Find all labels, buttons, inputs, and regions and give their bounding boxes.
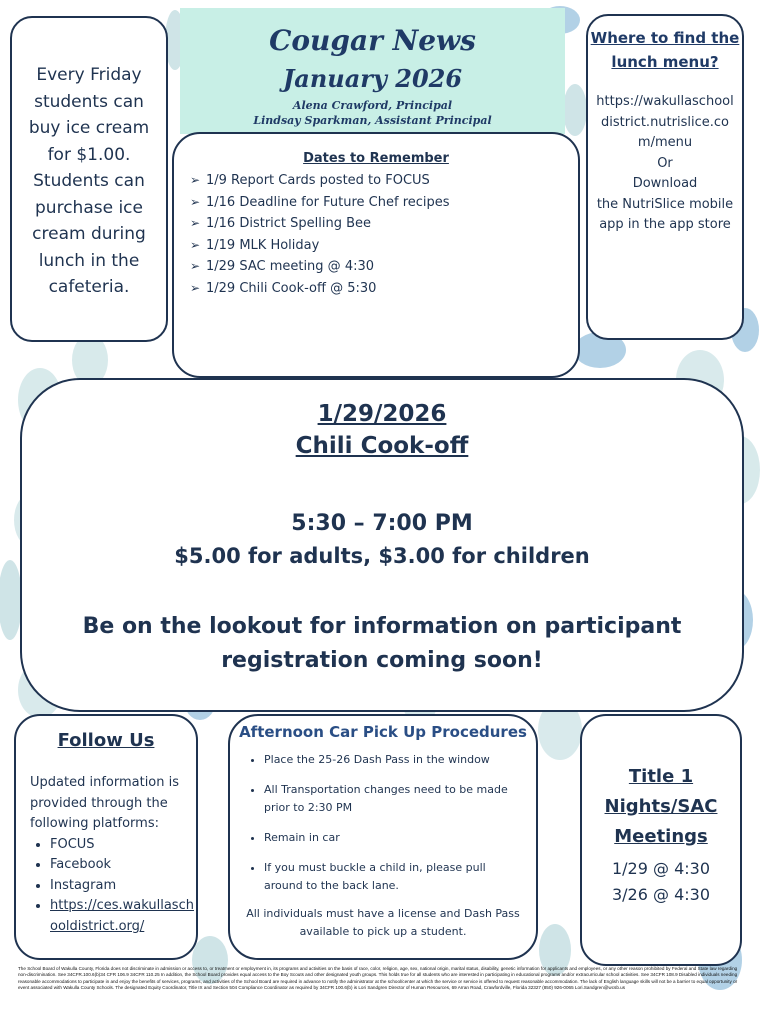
lunch-menu-heading [588, 26, 742, 74]
car-pickup-footer: All individuals must have a license and Dash Pass available to pick up a student. [246, 907, 520, 938]
date-item-text: 1/29 SAC meeting @ 4:30 [206, 259, 375, 274]
lunch-menu-or: Or [657, 155, 673, 171]
follow-text: Updated information is provided through the following platforms: [30, 775, 180, 831]
list-item [190, 192, 578, 214]
event-name: Chili Cook-off [295, 433, 469, 459]
chili-cookoff-box [20, 378, 744, 712]
ice-cream-text: Every Friday students can buy ice cream for $1.00. Students can purchase ice cream during lunch in the cafeteria. [28, 65, 150, 297]
arrow-bullet-icon: ➢ [190, 259, 201, 273]
event-date: 1/29/2026 [317, 401, 447, 427]
newsletter-date: January 2026 [282, 64, 463, 93]
list-item: • Place the 25-26 Dash Pass in the window [264, 751, 522, 769]
title1-box [580, 714, 742, 966]
car-pickup-box [228, 714, 538, 960]
title1-date: 1/29 @ 4:30 [611, 859, 711, 878]
list-item [190, 235, 578, 257]
event-time: 5:30 – 7:00 PM [291, 511, 473, 536]
follow-heading: Follow Us [57, 730, 155, 751]
title1-date: 3/26 @ 4:30 [611, 885, 711, 904]
arrow-bullet-icon: ➢ [190, 216, 201, 230]
lunch-menu-body [588, 92, 742, 236]
newsletter-title: Cougar News [269, 24, 476, 57]
date-item-text: 1/9 Report Cards posted to FOCUS [206, 173, 430, 188]
platform-list [16, 835, 196, 938]
list-item: • If you must buckle a child in, please pull around to the back lane. [264, 859, 522, 895]
website-link[interactable]: https://ces.wakullaschooldistrict.org/ [50, 898, 194, 934]
newsletter-header [180, 8, 565, 134]
event-notice: Be on the lookout for information on participant registration coming soon! [82, 614, 682, 673]
car-pickup-list [230, 751, 536, 895]
date-item-text: 1/16 District Spelling Bee [206, 216, 372, 231]
ice-cream-box [10, 16, 168, 342]
list-item [190, 213, 578, 235]
list-item [50, 896, 196, 937]
list-item: • Instagram [50, 876, 196, 897]
principal-name: Alena Crawford, Principal [292, 99, 453, 112]
list-item: • FOCUS [50, 835, 196, 856]
dates-to-remember-box [172, 132, 580, 378]
list-item [190, 278, 578, 300]
dates-list [174, 170, 578, 299]
arrow-bullet-icon: ➢ [190, 173, 201, 187]
list-item [190, 256, 578, 278]
list-item: • All Transportation changes need to be made prior to 2:30 PM [264, 781, 522, 817]
arrow-bullet-icon: ➢ [190, 194, 201, 209]
car-pickup-heading: Afternoon Car Pick Up Procedures [239, 723, 527, 741]
date-item-text: 1/19 MLK Holiday [206, 237, 320, 253]
list-item: • Remain in car [264, 829, 522, 847]
nondiscrimination-footer: The School Board of Wakulla County, Florida does not discriminate in admission or access to, or treatment or employment in, its programs and activities on the basis of race, color, religion, age, sex, national origin, marital status, disability, genetic information for applicants and employees, or any other reason prohibited by Federal and State law regarding non-discrimination. See 34CFR.100.6(b)34 CFR 106.9 34CFR 110.25 In addition, the School Board provides equal access to the Boy Scouts and other designated youth groups. This holds true for all students who are interested in participating in educational programs and/or extracurricular school activities. See 34CFR 108.9 Disabled individuals needing reasonable accommodations to participate in and enjoy the benefits of services, programs, and activities of the School Board are required in advance to notify the administrator at the school/center at which the service or service is offered to request reasonable accommodation. The lack of English language skills will not be a barrier to equal opportunity or event associated with Wakulla County Schools. The designated Equity Coordinator, Title IX and Section 504 Compliance Coordinator as required by 34CFR 100.6(b) is Lori Sandgren Director of Human Resources, 69 Arran Road, Crawfordville, Florida 32327 (850) 926-0065 Lori.Sandgren@wcsb.us [18, 966, 738, 991]
lunch-menu-box [586, 14, 744, 340]
arrow-bullet-icon: ➢ [190, 280, 201, 295]
list-item: • Facebook [50, 855, 196, 876]
list-item [190, 170, 578, 192]
date-item-text: 1/29 Chili Cook-off @ 5:30 [206, 280, 377, 296]
follow-us-box [14, 714, 198, 960]
assistant-principal-name: Lindsay Sparkman, Assistant Principal [253, 114, 492, 127]
lunch-menu-download: Download [632, 176, 698, 191]
title1-heading: Title 1 Nights/SAC Meetings [604, 766, 718, 847]
dates-heading: Dates to Remember [303, 151, 449, 166]
arrow-bullet-icon: ➢ [190, 237, 201, 252]
lunch-menu-app: the NutriSlice mobile app in the app store [596, 196, 734, 232]
lunch-menu-heading-text: Where to find the lunch menu? [590, 29, 740, 71]
event-price: $5.00 for adults, $3.00 for children [174, 544, 590, 568]
lunch-menu-url[interactable]: https://wakullaschooldistrict.nutrislice.com/menu [596, 94, 734, 150]
date-item-text: 1/16 Deadline for Future Chef recipes [206, 194, 450, 210]
